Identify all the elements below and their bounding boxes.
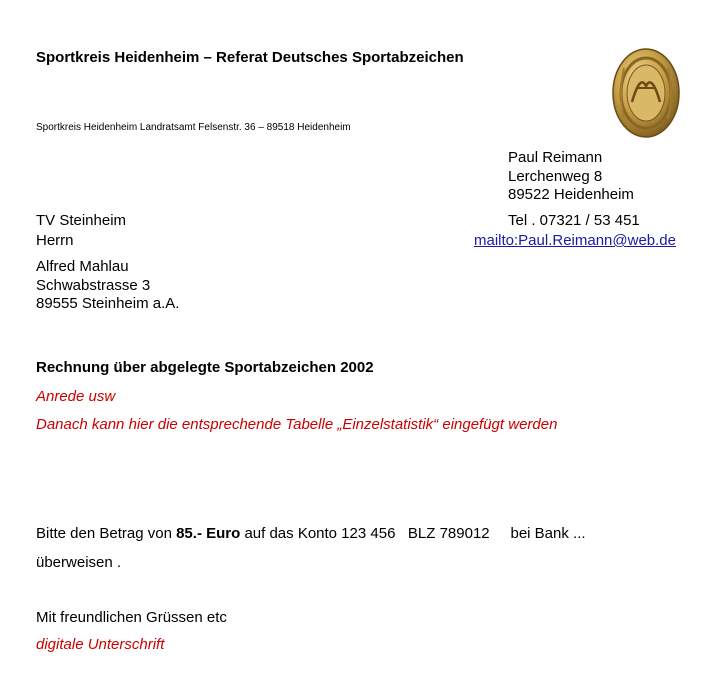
sportabzeichen-badge-icon bbox=[610, 44, 682, 142]
letter-heading: Sportkreis Heidenheim – Referat Deutsches Sportabzeichen bbox=[36, 49, 464, 66]
payment-line bbox=[36, 525, 586, 542]
contact-block bbox=[508, 149, 634, 205]
recipient-name: Alfred Mahlau bbox=[36, 258, 129, 275]
recipient-club: TV Steinheim bbox=[36, 212, 127, 229]
placeholder-greeting: Anrede usw bbox=[36, 388, 116, 405]
recipient-city: 89555 Steinheim a.A. bbox=[36, 295, 180, 312]
placeholder-table-note: Danach kann hier die entsprechende Tabelle „Einzelstatistik“ eingefügt werden bbox=[36, 416, 558, 433]
contact-name: Paul Reimann bbox=[508, 149, 603, 166]
payment-text-before: Bitte den Betrag von bbox=[36, 525, 177, 542]
recipient-address-block bbox=[36, 258, 179, 314]
recipient-street: Schwabstrasse 3 bbox=[36, 276, 151, 294]
closing-line: Mit freundlichen Grüssen etc bbox=[36, 609, 227, 626]
payment-line-2: überweisen . bbox=[36, 554, 122, 571]
signature-placeholder: digitale Unterschrift bbox=[36, 636, 165, 653]
letter-subject: Rechnung über abgelegte Sportabzeichen 2002 bbox=[36, 359, 374, 376]
recipient-salutation: Herrn bbox=[36, 232, 74, 249]
contact-email-link[interactable]: mailto:Paul.Reimann@web.de bbox=[474, 232, 676, 249]
contact-street: Lerchenweg 8 bbox=[508, 167, 603, 185]
sender-return-address: Sportkreis Heidenheim Landratsamt Felsenstr. 36 – 89518 Heidenheim bbox=[36, 122, 351, 133]
payment-text-after: auf das Konto 123 456 BLZ 789012 bei Bank ... bbox=[240, 525, 586, 542]
payment-amount: 85.- Euro bbox=[176, 525, 241, 542]
contact-phone: Tel . 07321 / 53 451 bbox=[508, 212, 640, 229]
contact-city: 89522 Heidenheim bbox=[508, 186, 634, 203]
